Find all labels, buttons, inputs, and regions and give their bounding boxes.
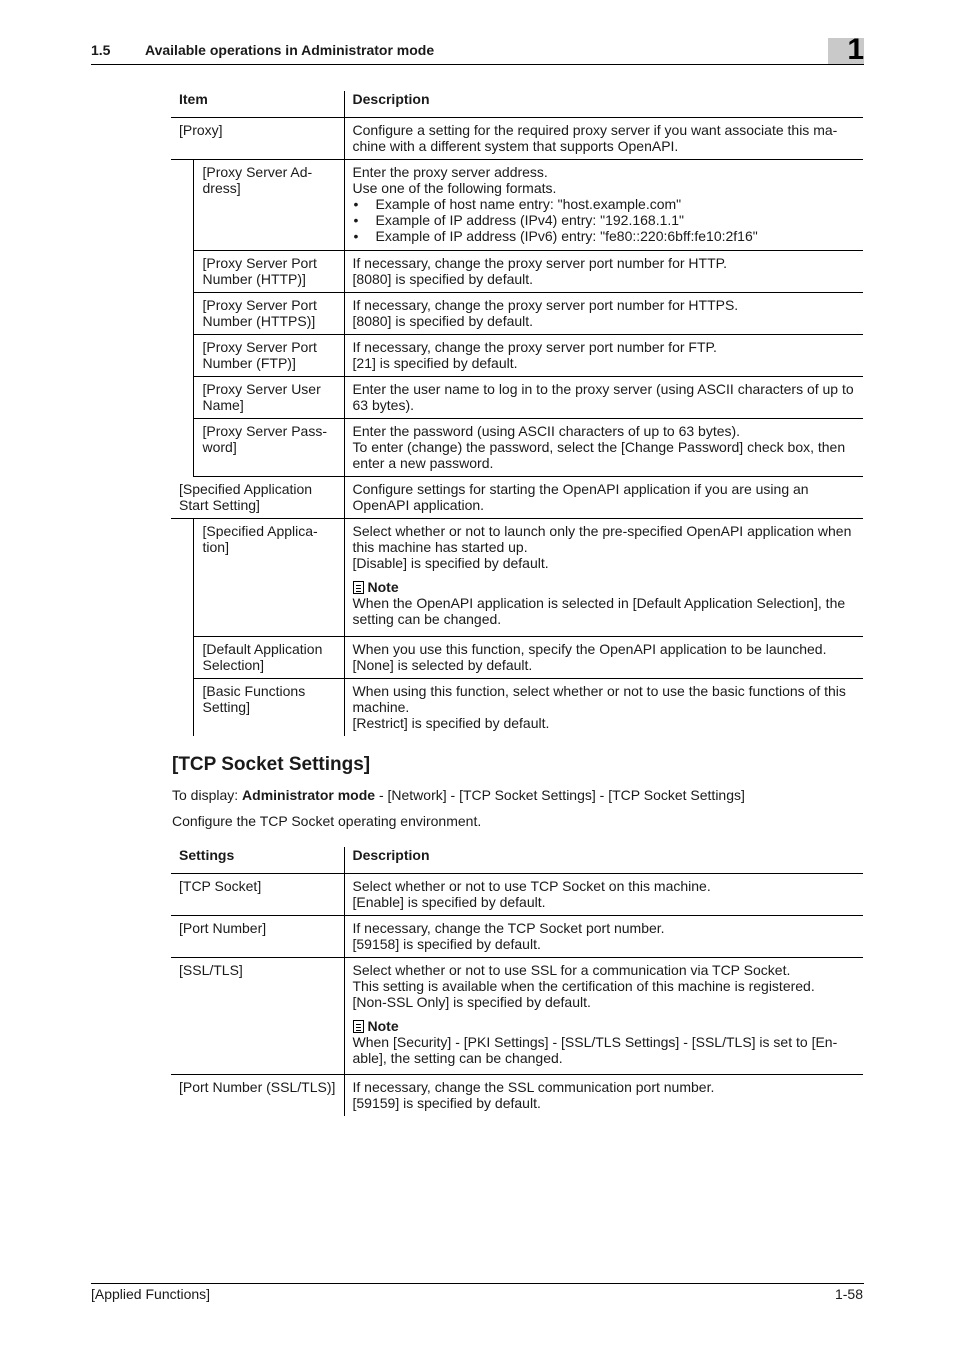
desc-line: [59159] is specified by default. xyxy=(352,1095,541,1111)
indent-cell xyxy=(171,160,193,477)
row-description xyxy=(344,916,863,958)
row-item: [Proxy Server Port Number (FTP)] xyxy=(193,335,344,377)
row-description: Enter the user name to log in to the proxy server (using ASCII characters of up to 63 bytes). xyxy=(344,377,863,419)
row-description xyxy=(344,1075,863,1117)
section-intro: Configure the TCP Socket operating environment. xyxy=(172,813,482,829)
page-number: 1-58 xyxy=(834,1286,863,1302)
desc-line: To enter (change) the password, select the [Change Password] check box, then enter a new password. xyxy=(352,439,846,471)
desc-line: If necessary, change the SSL communication port number. xyxy=(352,1079,715,1095)
desc-line: If necessary, change the proxy server port number for FTP. xyxy=(352,339,717,355)
desc-line: When you use this function, specify the OpenAPI application to be launched. xyxy=(352,641,827,657)
note-icon xyxy=(353,581,364,594)
desc-line: If necessary, change the proxy server port number for HTTPS. xyxy=(352,297,739,313)
desc-line: Select whether or not to use SSL for a communication via TCP Socket. xyxy=(352,962,791,978)
desc-line: [None] is selected by default. xyxy=(352,657,533,673)
row-item: [Specified Applica-tion] xyxy=(193,519,344,637)
table-row xyxy=(171,118,863,160)
column-header-settings: Settings xyxy=(171,847,344,874)
desc-line: Use one of the following formats. xyxy=(352,180,557,196)
footer-rule xyxy=(91,1283,864,1284)
desc-line: [Enable] is specified by default. xyxy=(352,894,546,910)
row-item: [Proxy] xyxy=(171,118,344,160)
desc-line: Enter the proxy server address. xyxy=(352,164,548,180)
to-display-mode: Administrator mode xyxy=(242,787,376,803)
table-row xyxy=(171,519,863,637)
table-row xyxy=(171,251,863,293)
header-rule xyxy=(91,64,864,65)
row-description xyxy=(344,251,863,293)
row-item: [Proxy Server Port Number (HTTPS)] xyxy=(193,293,344,335)
desc-line: If necessary, change the proxy server port number for HTTP. xyxy=(352,255,728,271)
table-row xyxy=(171,419,863,477)
row-description xyxy=(344,958,863,1075)
row-item: [Proxy Server Port Number (HTTP)] xyxy=(193,251,344,293)
list-item: • Example of IP address (IPv6) entry: "fe80::220:6bff:fe10:2f16" xyxy=(353,228,856,244)
table-header-row xyxy=(171,847,863,874)
list-item: • Example of IP address (IPv4) entry: "192.168.1.1" xyxy=(353,212,856,228)
row-description xyxy=(344,874,863,916)
to-display-rest: - [Network] - [TCP Socket Settings] - [TCP Socket Settings] xyxy=(375,787,745,803)
note-icon xyxy=(353,1020,364,1033)
row-item: [Proxy Server Ad-dress] xyxy=(193,160,344,251)
table-row xyxy=(171,477,863,519)
row-item: [Port Number] xyxy=(171,916,344,958)
table-header-row xyxy=(171,91,863,118)
desc-line: Select whether or not to launch only the pre-specified OpenAPI application when this machine has started up. xyxy=(352,523,852,555)
bullet-list xyxy=(353,196,856,244)
tcp-socket-table xyxy=(171,847,863,1116)
indent-cell xyxy=(171,519,193,737)
column-header-item: Item xyxy=(171,91,344,118)
table-row xyxy=(171,293,863,335)
table-row xyxy=(171,874,863,916)
section-number: 1.5 xyxy=(91,42,111,58)
desc-line: If necessary, change the TCP Socket port number. xyxy=(352,920,665,936)
row-description: Configure a setting for the required proxy server if you want associate this ma-chine with a different system that supports OpenAPI. xyxy=(344,118,863,160)
row-item: [Specified Application Start Setting] xyxy=(171,477,344,519)
row-item: [Proxy Server User Name] xyxy=(193,377,344,419)
table-row xyxy=(171,1075,863,1117)
to-display-path xyxy=(172,787,745,803)
note-text: When [Security] - [PKI Settings] - [SSL/TLS Settings] - [SSL/TLS] is set to [En-able], the setting can be changed. xyxy=(352,1034,838,1066)
footer-chapter-title: [Applied Functions] xyxy=(91,1286,211,1302)
section-title: [TCP Socket Settings] xyxy=(172,754,371,775)
table-row xyxy=(171,160,863,251)
desc-line: [21] is specified by default. xyxy=(352,355,518,371)
row-description xyxy=(344,335,863,377)
row-description xyxy=(344,160,863,251)
note-text: When the OpenAPI application is selected in [Default Application Selection], the setting can be changed. xyxy=(352,595,846,627)
row-description xyxy=(344,293,863,335)
row-description xyxy=(344,637,863,679)
desc-line: When using this function, select whether or not to use the basic functions of this machine. xyxy=(352,683,846,715)
desc-line: [Disable] is specified by default. xyxy=(352,555,549,571)
row-description xyxy=(344,679,863,737)
table-row xyxy=(171,679,863,737)
section-header-title: Available operations in Administrator mode xyxy=(145,42,435,58)
column-header-description: Description xyxy=(344,847,863,874)
desc-line: [Non-SSL Only] is specified by default. xyxy=(352,994,591,1010)
table-row xyxy=(171,916,863,958)
table-row xyxy=(171,637,863,679)
table-row xyxy=(171,335,863,377)
row-description xyxy=(344,519,863,637)
row-description: Configure settings for starting the OpenAPI application if you are using an OpenAPI application. xyxy=(344,477,863,519)
to-display-prefix: To display: xyxy=(172,787,243,803)
desc-line: [59158] is specified by default. xyxy=(352,936,541,952)
note-title: Note xyxy=(367,1018,399,1034)
row-item: [Basic Functions Setting] xyxy=(202,683,306,715)
row-item: [Default Application Selection] xyxy=(193,637,344,679)
table-row xyxy=(171,377,863,419)
row-item: [TCP Socket] xyxy=(171,874,344,916)
row-item: [Proxy Server Pass-word] xyxy=(193,419,344,477)
list-item: • Example of host name entry: "host.example.com" xyxy=(353,196,856,212)
row-item: [Port Number (SSL/TLS)] xyxy=(179,1079,336,1095)
note-title: Note xyxy=(367,579,399,595)
table-row xyxy=(171,958,863,1075)
desc-line: This setting is available when the certification of this machine is registered. xyxy=(352,978,815,994)
chapter-number: 1 xyxy=(847,33,864,66)
column-header-description: Description xyxy=(344,91,863,118)
desc-line: [8080] is specified by default. xyxy=(352,313,534,329)
desc-line: [8080] is specified by default. xyxy=(352,271,534,287)
desc-line: Enter the password (using ASCII characters of up to 63 bytes). xyxy=(352,423,741,439)
note-heading xyxy=(353,579,856,595)
proxy-settings-table xyxy=(171,91,863,736)
row-item: [SSL/TLS] xyxy=(171,958,344,1075)
note-heading xyxy=(353,1018,856,1034)
desc-line: Select whether or not to use TCP Socket on this machine. xyxy=(352,878,711,894)
row-description xyxy=(344,419,863,477)
desc-line: [Restrict] is specified by default. xyxy=(352,715,550,731)
